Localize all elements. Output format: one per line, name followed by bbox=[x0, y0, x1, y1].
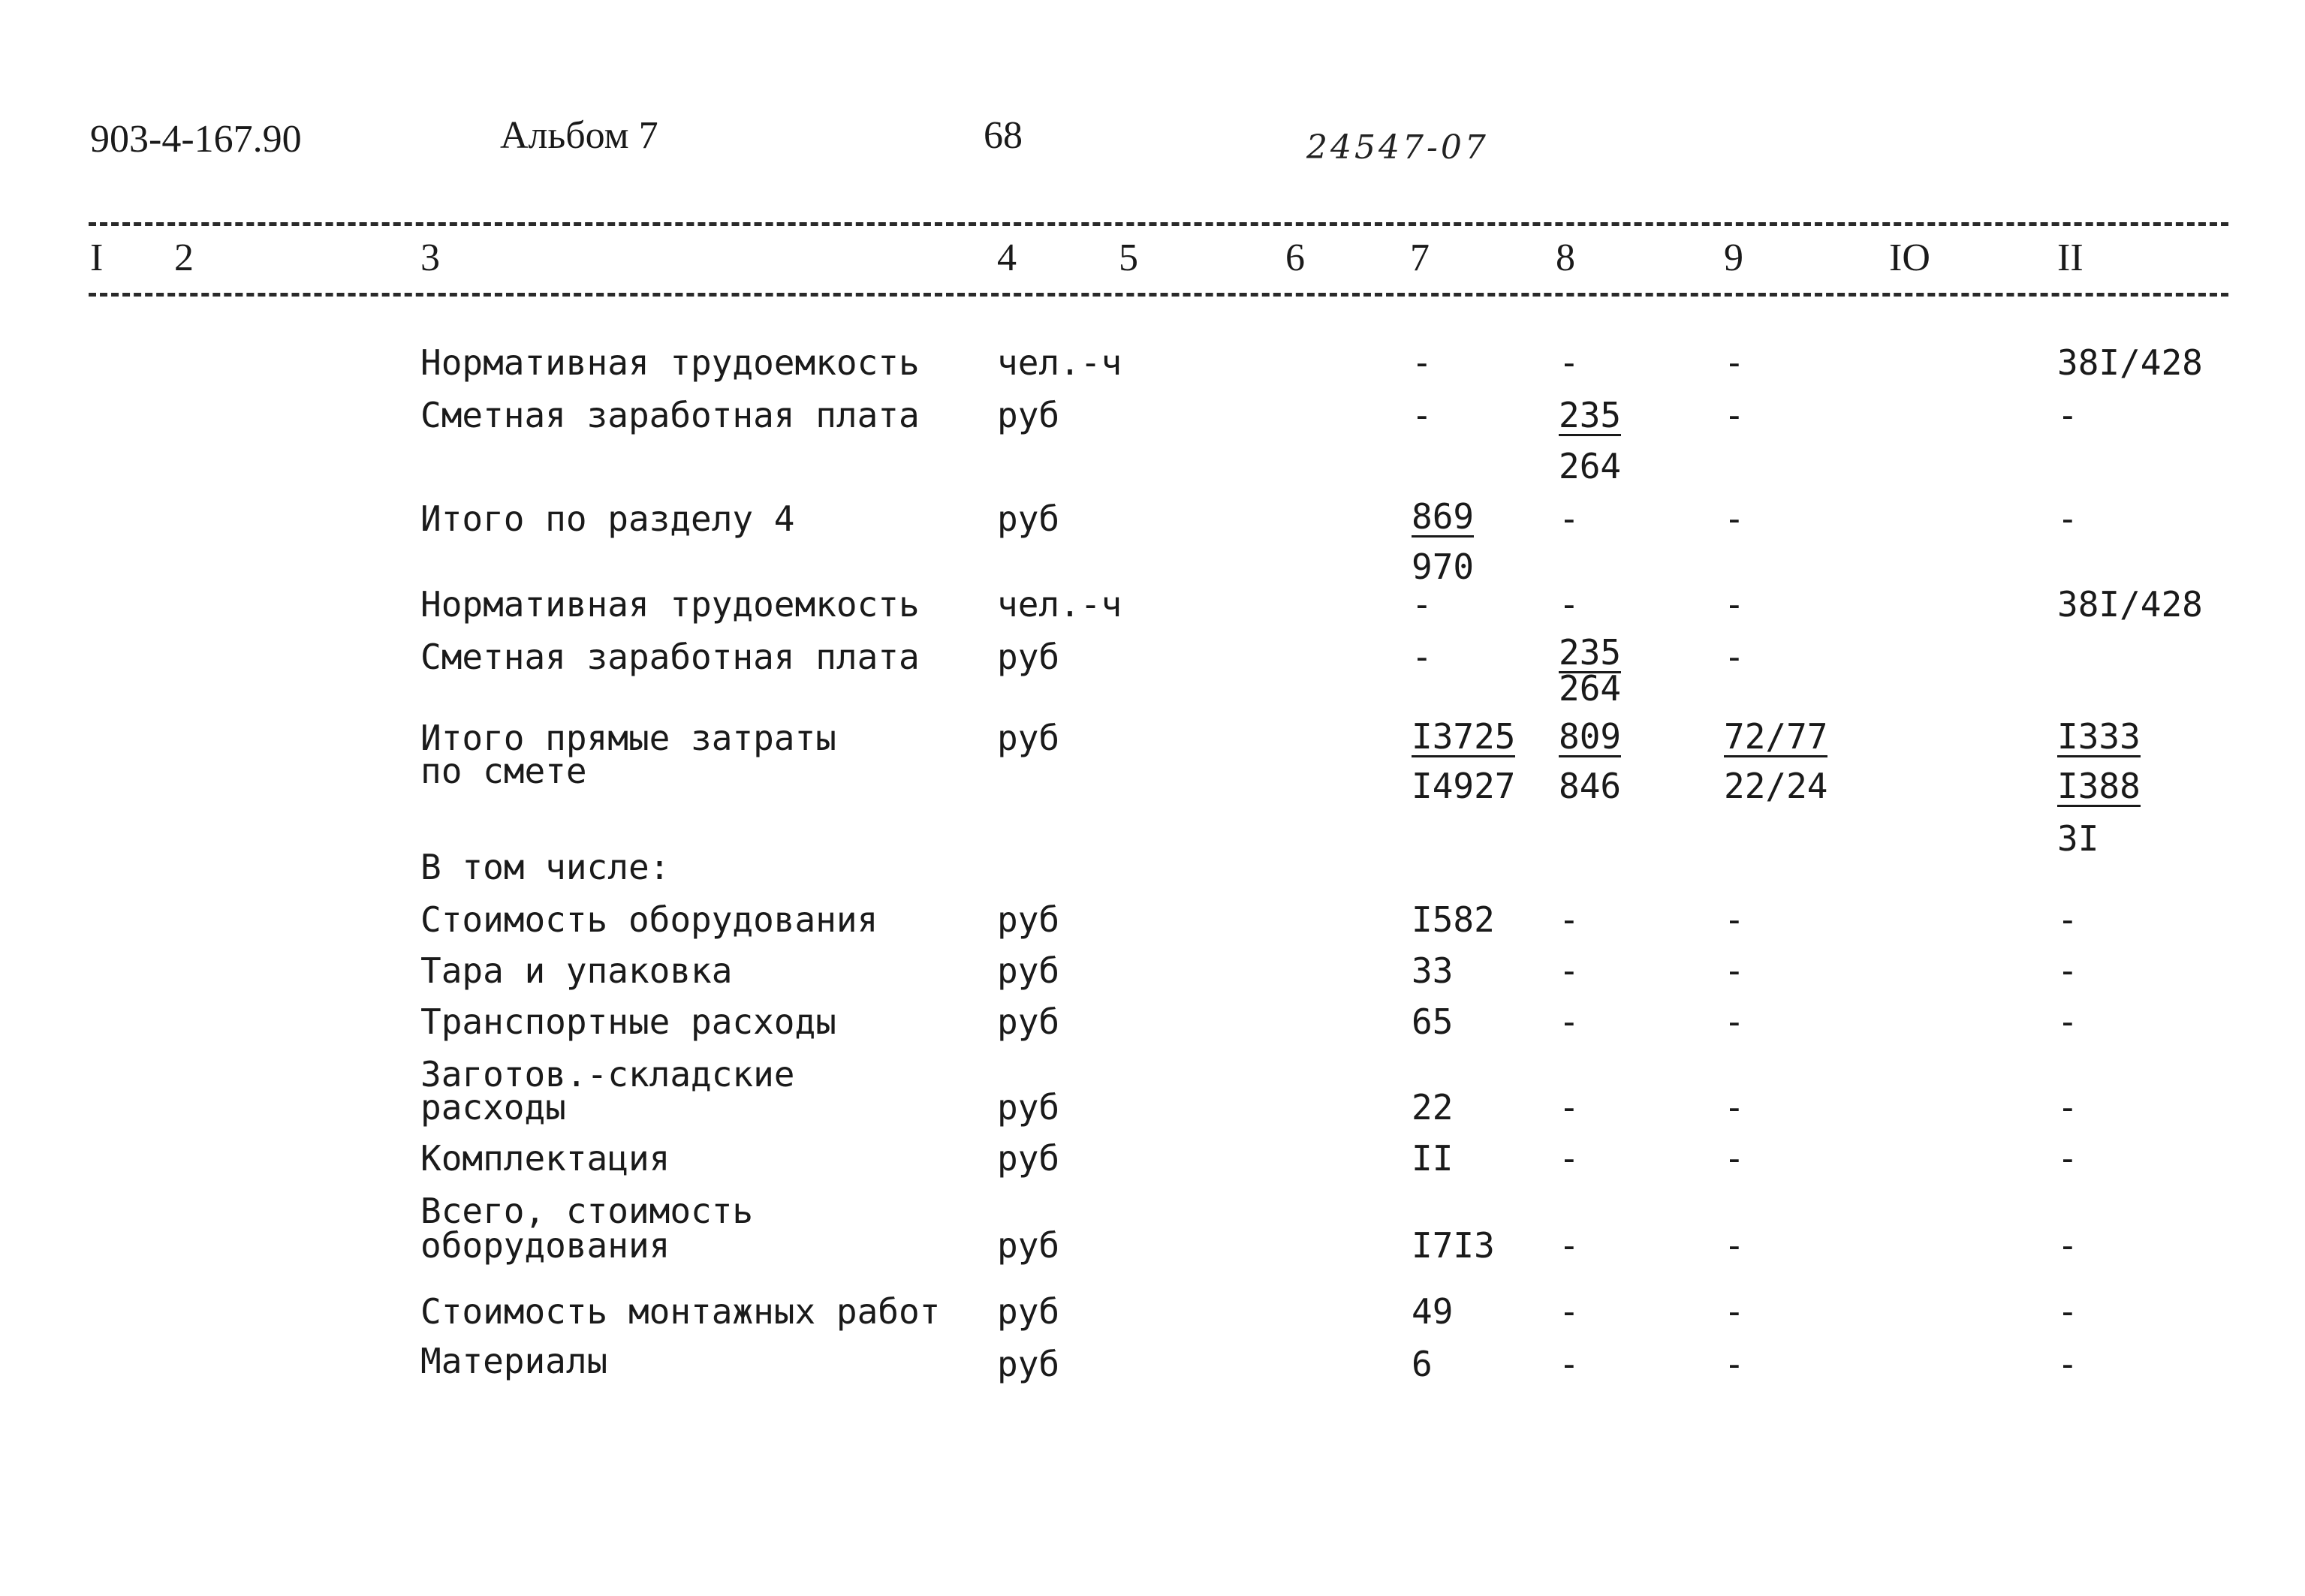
column-header-3: 3 bbox=[420, 236, 440, 279]
header-bottom-rule bbox=[89, 293, 2228, 297]
cell-col11: - bbox=[2057, 1001, 2078, 1042]
row-name: Итого по разделу 4 bbox=[420, 498, 795, 539]
cell-col8: - bbox=[1559, 1291, 1580, 1332]
cell-col7: - bbox=[1412, 637, 1433, 677]
row-name: Стоимость оборудования bbox=[420, 899, 878, 940]
cell-col7: 33 bbox=[1412, 950, 1454, 991]
cell-col7: I7I3 bbox=[1412, 1225, 1495, 1266]
row-unit: руб bbox=[997, 395, 1060, 435]
cell-col7-numerator: 869 bbox=[1412, 496, 1475, 537]
row-name: Стоимость монтажных работ bbox=[420, 1291, 941, 1332]
row-name-line1: Заготов.-складские bbox=[420, 1054, 795, 1095]
column-header-1: I bbox=[90, 236, 104, 279]
cell-col9: - bbox=[1724, 1138, 1745, 1179]
row-name: Материалы bbox=[420, 1341, 608, 1381]
cell-col11: - bbox=[2057, 1225, 2078, 1266]
section-subheading: В том числе: bbox=[420, 847, 670, 887]
row-name: Сметная заработная плата bbox=[420, 637, 920, 677]
cell-col9: - bbox=[1724, 950, 1745, 991]
column-header-2: 2 bbox=[174, 236, 194, 279]
row-name: Транспортные расходы bbox=[420, 1001, 836, 1042]
row-name-line2: оборудования bbox=[420, 1225, 670, 1266]
row-name: Нормативная трудоемкость bbox=[420, 584, 920, 625]
cell-col9: - bbox=[1724, 1225, 1745, 1266]
cell-col7: 6 bbox=[1412, 1344, 1433, 1384]
row-name-line1: Итого прямые затраты bbox=[420, 718, 836, 758]
column-header-4: 4 bbox=[997, 236, 1017, 279]
cell-col8: - bbox=[1559, 1138, 1580, 1179]
cell-col11: 38I/428 bbox=[2057, 584, 2203, 625]
cell-col8: - bbox=[1559, 498, 1580, 539]
cell-col7-denominator: 970 bbox=[1412, 547, 1475, 587]
row-name-line1: Всего, стоимость bbox=[420, 1191, 754, 1231]
cell-col8: - bbox=[1559, 950, 1580, 991]
cell-col8-denominator: 846 bbox=[1559, 766, 1622, 806]
cell-col8: - bbox=[1559, 1225, 1580, 1266]
cell-col8-denominator: 264 bbox=[1559, 668, 1622, 709]
cell-col8-numerator: 809 bbox=[1559, 716, 1622, 757]
row-name-line2: по смете bbox=[420, 751, 587, 791]
cell-col8-denominator: 264 bbox=[1559, 446, 1622, 486]
cell-col11: - bbox=[2057, 899, 2078, 940]
row-unit: руб bbox=[997, 1001, 1060, 1042]
cell-col9: - bbox=[1724, 498, 1745, 539]
row-unit: руб bbox=[997, 1087, 1060, 1128]
cell-col7: - bbox=[1412, 342, 1433, 383]
column-header-11: II bbox=[2057, 236, 2084, 279]
cell-col7: - bbox=[1412, 584, 1433, 625]
album-label: Альбом 7 bbox=[500, 114, 658, 157]
column-header-7: 7 bbox=[1410, 236, 1430, 279]
row-name: Сметная заработная плата bbox=[420, 395, 920, 435]
cell-col7: - bbox=[1412, 395, 1433, 435]
row-name: Тара и упаковка bbox=[420, 950, 733, 991]
cell-col11: - bbox=[2057, 1344, 2078, 1384]
header-top-rule bbox=[89, 222, 2228, 226]
cell-col7: I582 bbox=[1412, 899, 1495, 940]
handwritten-number: 24547-07 bbox=[1306, 128, 1489, 167]
cell-col8-numerator: 235 bbox=[1559, 632, 1622, 673]
column-header-8: 8 bbox=[1556, 236, 1575, 279]
cell-col7: 49 bbox=[1412, 1291, 1454, 1332]
cell-col8-numerator: 235 bbox=[1559, 395, 1622, 435]
cell-col11-extra: 3I bbox=[2057, 818, 2099, 859]
row-unit: руб bbox=[997, 1291, 1060, 1332]
cell-col11: - bbox=[2057, 1291, 2078, 1332]
cell-col8: - bbox=[1559, 899, 1580, 940]
row-unit: чел.-ч bbox=[997, 342, 1122, 383]
column-header-9: 9 bbox=[1724, 236, 1743, 279]
cell-col11-numerator: I333 bbox=[2057, 716, 2141, 757]
cell-col11-denominator: I388 bbox=[2057, 766, 2141, 806]
cell-col9: - bbox=[1724, 584, 1745, 625]
row-unit: руб bbox=[997, 1344, 1060, 1384]
cell-col9: - bbox=[1724, 1001, 1745, 1042]
cell-col11: - bbox=[2057, 1138, 2078, 1179]
column-header-5: 5 bbox=[1119, 236, 1138, 279]
row-unit: руб bbox=[997, 899, 1060, 940]
cell-col11: - bbox=[2057, 1087, 2078, 1128]
cell-col9: - bbox=[1724, 342, 1745, 383]
cell-col9: - bbox=[1724, 1291, 1745, 1332]
document-code: 903-4-167.90 bbox=[90, 118, 302, 161]
column-header-6: 6 bbox=[1285, 236, 1305, 279]
row-name: Комплектация bbox=[420, 1138, 670, 1179]
cell-col7-denominator: I4927 bbox=[1412, 766, 1516, 806]
row-name: Нормативная трудоемкость bbox=[420, 342, 920, 383]
row-unit: руб bbox=[997, 498, 1060, 539]
cell-col11: - bbox=[2057, 498, 2078, 539]
row-unit: руб bbox=[997, 718, 1060, 758]
cell-col7: II bbox=[1412, 1138, 1454, 1179]
page-number: 68 bbox=[984, 114, 1023, 157]
cell-col9: - bbox=[1724, 1344, 1745, 1384]
cell-col8: - bbox=[1559, 1001, 1580, 1042]
cell-col8: - bbox=[1559, 584, 1580, 625]
row-unit: руб bbox=[997, 637, 1060, 677]
cell-col9-numerator: 72/77 bbox=[1724, 716, 1828, 757]
cell-col11: - bbox=[2057, 395, 2078, 435]
cell-col11: 38I/428 bbox=[2057, 342, 2203, 383]
cell-col9: - bbox=[1724, 637, 1745, 677]
cell-col9: - bbox=[1724, 395, 1745, 435]
row-unit: руб bbox=[997, 1138, 1060, 1179]
cell-col8: - bbox=[1559, 1087, 1580, 1128]
cell-col7-numerator: I3725 bbox=[1412, 716, 1516, 757]
cell-col11: - bbox=[2057, 950, 2078, 991]
cell-col9: - bbox=[1724, 1087, 1745, 1128]
row-unit: руб bbox=[997, 1225, 1060, 1266]
row-unit: руб bbox=[997, 950, 1060, 991]
cell-col8: - bbox=[1559, 1344, 1580, 1384]
cell-col9: - bbox=[1724, 899, 1745, 940]
column-header-10: IO bbox=[1889, 236, 1930, 279]
cell-col9-denominator: 22/24 bbox=[1724, 766, 1828, 806]
cell-col7: 65 bbox=[1412, 1001, 1454, 1042]
row-name-line2: расходы bbox=[420, 1087, 566, 1128]
cell-col7: 22 bbox=[1412, 1087, 1454, 1128]
cell-col8: - bbox=[1559, 342, 1580, 383]
row-unit: чел.-ч bbox=[997, 584, 1122, 625]
